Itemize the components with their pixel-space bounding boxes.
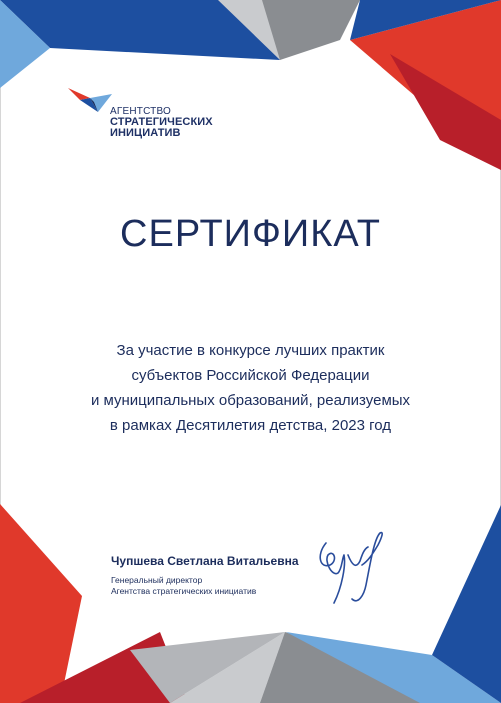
- logo-line-1: АГЕНТСТВО: [110, 106, 171, 117]
- certificate-text-line: За участие в конкурсе лучших практик: [116, 342, 385, 359]
- certificate-text: [40, 338, 461, 438]
- certificate-text-line: и муниципальных образований, реализуемых: [90, 392, 411, 409]
- logo-line-3: ИНИЦИАТИВ: [110, 127, 181, 139]
- agency-logo-text: [110, 106, 213, 139]
- logo-line-2: СТРАТЕГИЧЕСКИХ: [110, 116, 213, 128]
- agency-logo-mark: [68, 86, 114, 116]
- signer-position: [111, 575, 299, 597]
- signer-block: [111, 554, 299, 597]
- certificate-text-line: в рамках Десятилетия детства, 2023 год: [109, 417, 392, 434]
- handwritten-signature: [312, 525, 394, 611]
- certificate-text-line: субъектов Российской Федерации: [131, 367, 370, 384]
- signer-position-line-2: Агентства стратегических инициатив: [111, 586, 257, 596]
- signer-name: Чупшева Светлана Витальевна: [111, 554, 299, 568]
- signer-position-line-1: Генеральный директор: [111, 575, 203, 585]
- certificate-title: СЕРТИФИКАТ: [120, 213, 381, 255]
- agency-logo: [68, 86, 228, 150]
- frame-shape-bottom-left-red: [0, 504, 82, 703]
